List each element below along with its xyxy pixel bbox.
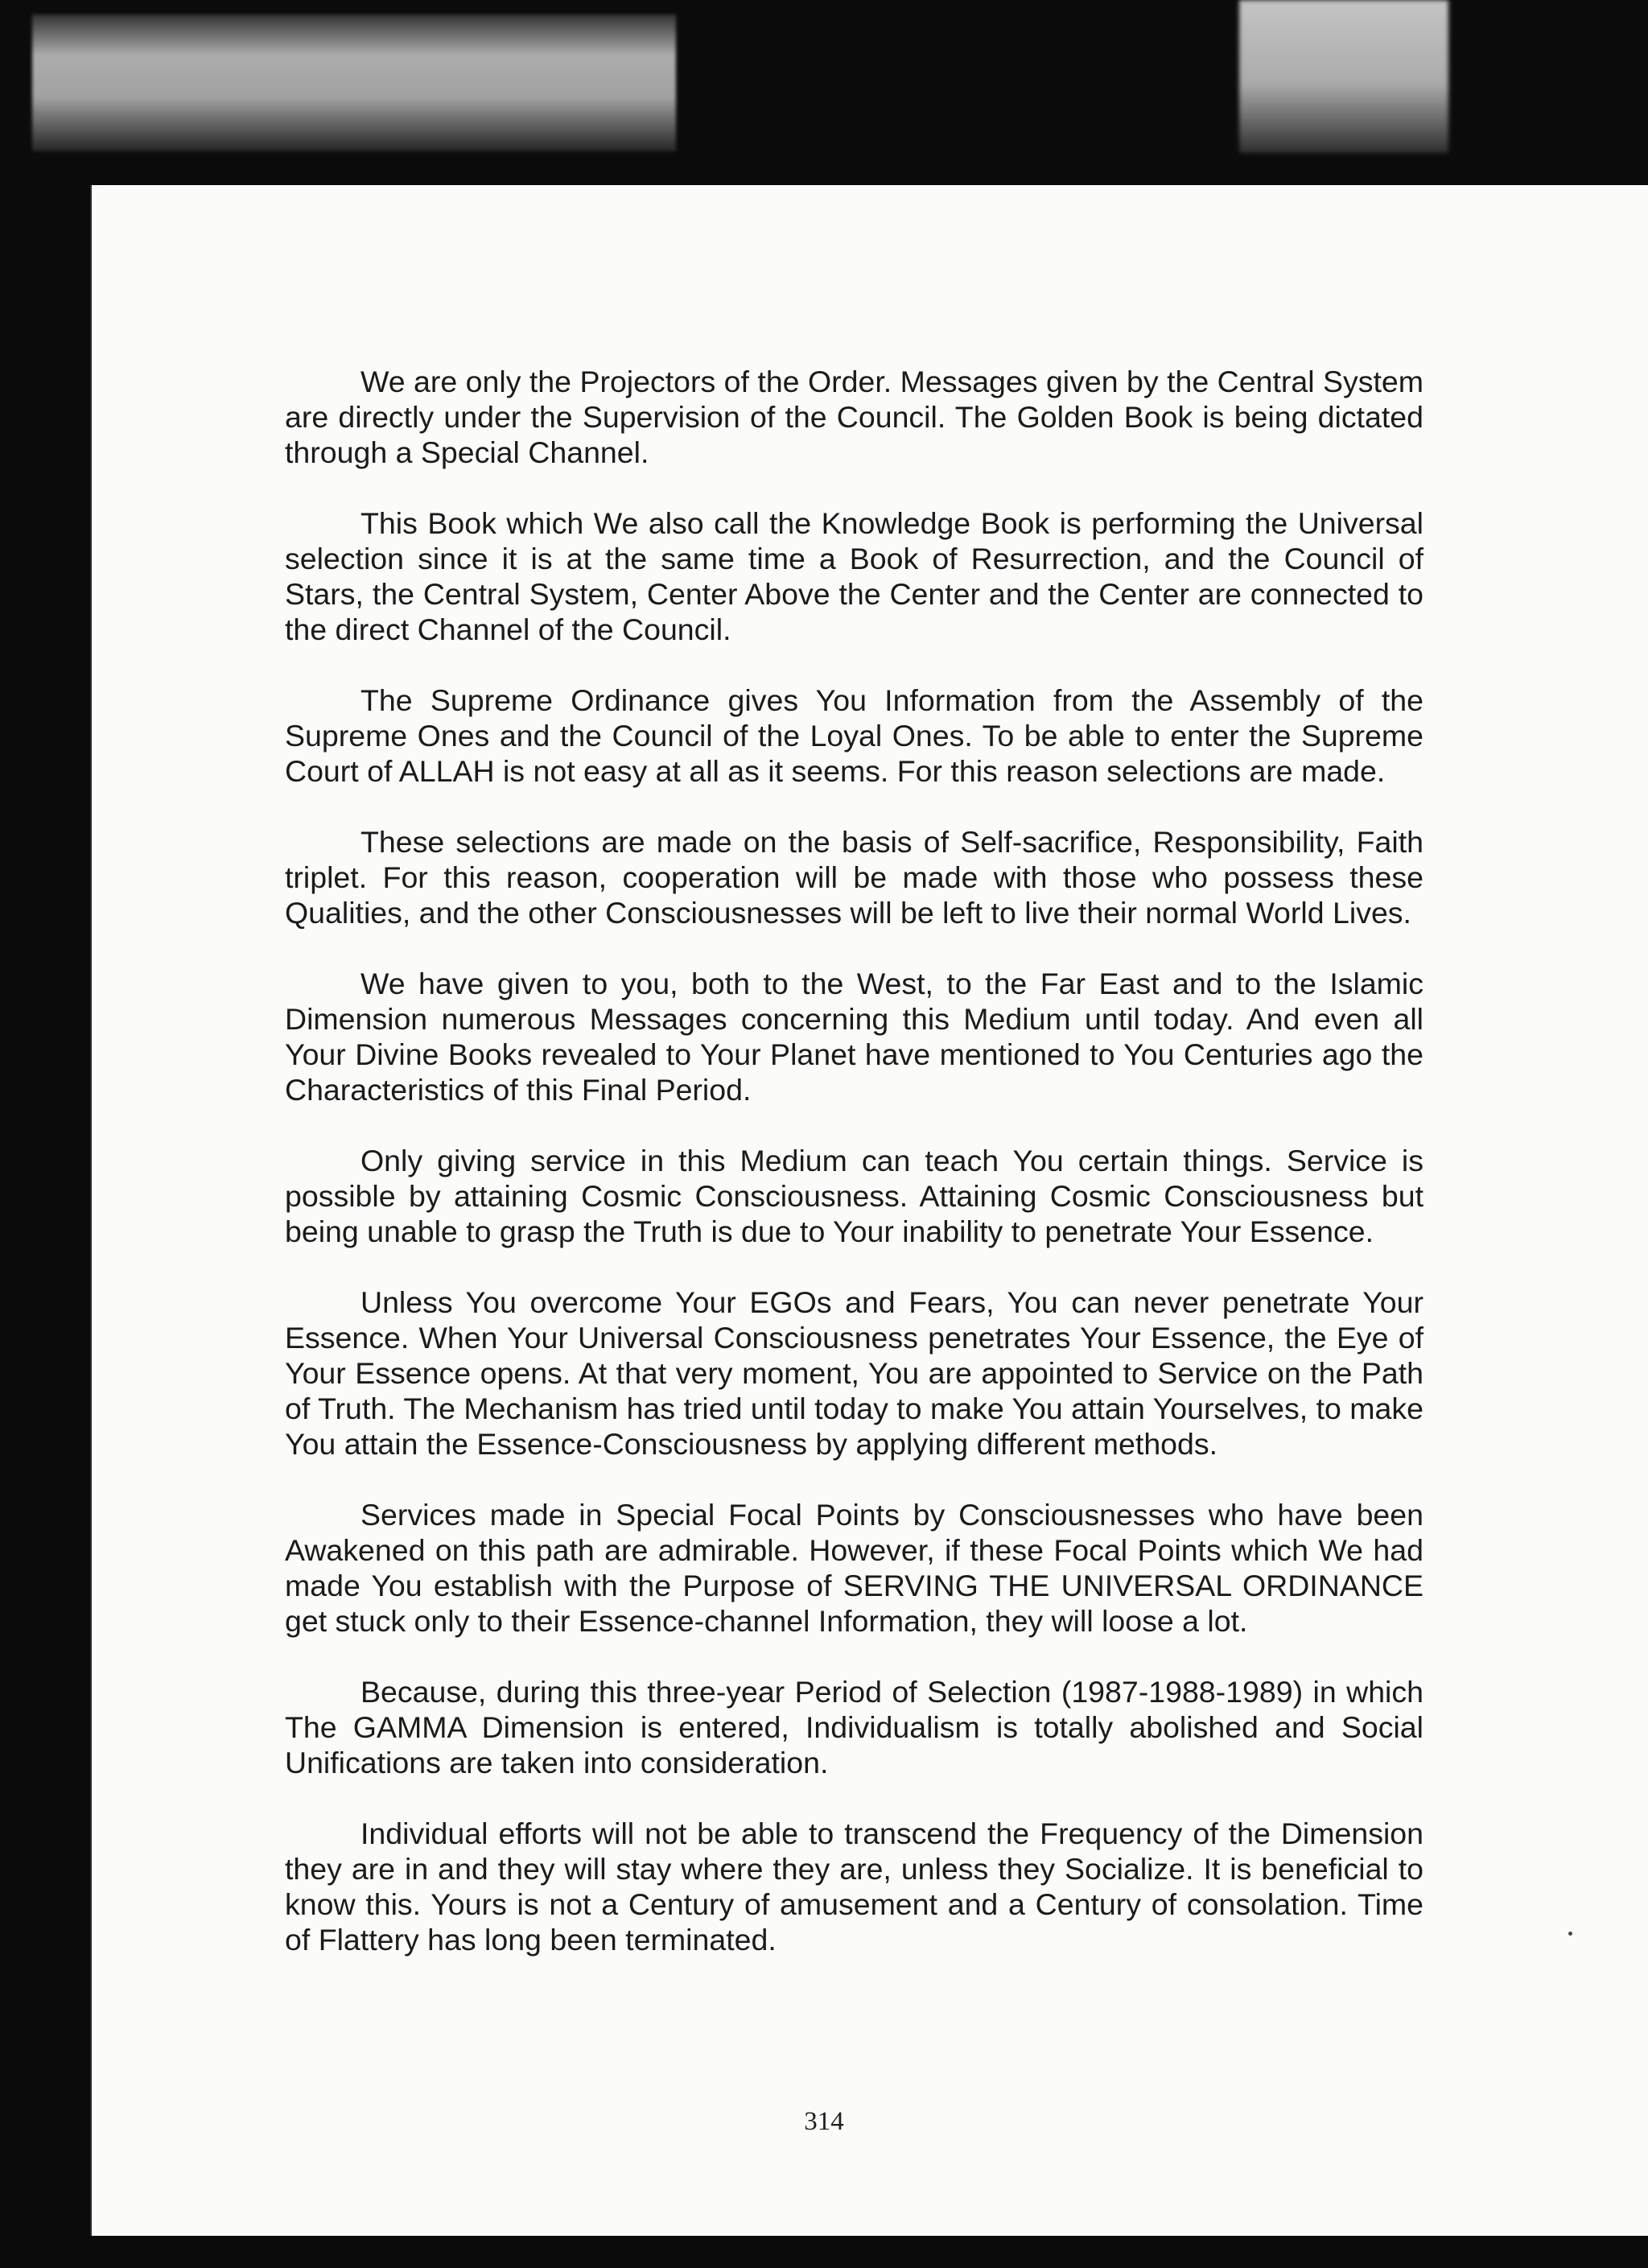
paragraph: This Book which We also call the Knowledge Book is performing the Universal selection since it is at the same time a Book of Resurrection, and the Council of Stars, the Central System, Center Above the Center and the Center are connected to the direct Channel of the Council. [285,506,1423,646]
body-text [285,364,1423,1993]
paragraph: These selections are made on the basis of Self-sacrifice, Responsibility, Faith triplet. For this reason, cooperation will be made with those who possess these Qualities, and the other Consciousnesses will be left to live their normal World Lives. [285,825,1423,930]
paragraph: Only giving service in this Medium can teach You certain things. Service is possible by attaining Cosmic Consciousness. Attaining Cosmic Consciousness but being unable to grasp the Truth is due to Your inability to penetrate Your Essence. [285,1144,1423,1248]
paragraph: Because, during this three-year Period of Selection (1987-1988-1989) in which The GAMMA Dimension is entered, Individualism is totally abolished and Social Unifications are taken into consideration. [285,1675,1423,1779]
paragraph: We have given to you, both to the West, to the Far East and to the Islamic Dimension numerous Messages concerning this Medium until today. And even all Your Divine Books revealed to Your Planet have mentioned to You Centuries ago the Characteristics of this Final Period. [285,967,1423,1107]
paragraph: Unless You overcome Your EGOs and Fears, You can never penetrate Your Essence. When Your Universal Consciousness penetrates Your Essence, the Eye of Your Essence opens. At that very moment, You are appointed to Service on the Path of Truth. The Mechanism has tried until today to make You attain Yourselves, to make You attain the Essence-Consciousness by applying different methods. [285,1285,1423,1461]
paragraph: Services made in Special Focal Points by Consciousnesses who have been Awakened on this path are admirable. However, if these Focal Points which We had made You establish with the Purpose of SERVING THE UNIVERSAL ORDINANCE get stuck only to their Essence-channel Information, they will loose a lot. [285,1498,1423,1638]
paragraph: The Supreme Ordinance gives You Information from the Assembly of the Supreme Ones and the Council of the Loyal Ones. To be able to enter the Supreme Court of ALLAH is not easy at all as it seems. For this reason selections are made. [285,683,1423,788]
stray-dot-mark [1568,1932,1572,1936]
paragraph: We are only the Projectors of the Order. Messages given by the Central System are directly under the Supervision of the Council. The Golden Book is being dictated through a Special Channel. [285,365,1423,469]
paragraph: Individual efforts will not be able to transcend the Frequency of the Dimension they are in and they will stay where they are, unless they Socialize. It is beneficial to know this. Yours is not a Century of amusement and a Century of consolation. Time of Flattery has long been terminated. [285,1816,1423,1957]
page-edge [90,185,92,2236]
page-number: 314 [804,2107,844,2136]
scan-smudge-right [1239,0,1448,153]
scan-smudge-left [32,14,676,151]
